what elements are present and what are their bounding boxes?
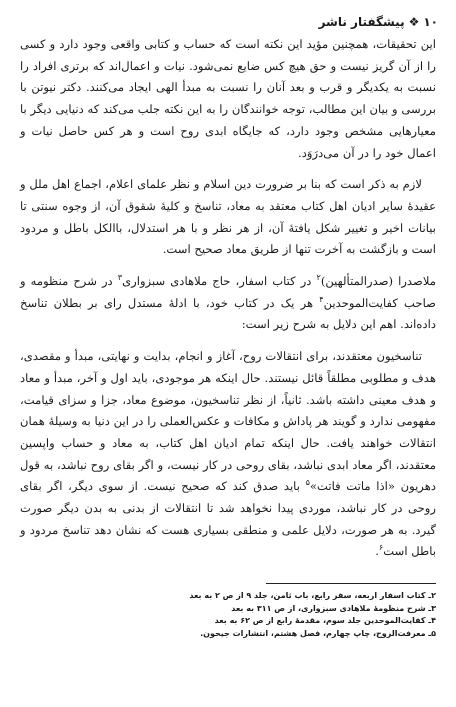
footnote-2: ۲ـ کتاب اسفار اربعه، سفر رابع، باب ثامن، جلد ۹ از ص ۲ به بعد: [189, 591, 436, 600]
paragraph-3: [20, 271, 436, 336]
footnote-divider: [266, 583, 436, 584]
footnote-3: ۳ـ شرح منظومهٔ ملاهادی سبزواری، از ص ۳۱۱ به بعد: [231, 603, 436, 613]
paragraph-2: لازم به ذکر است که بنا بر ضرورت دین اسلام و نظر علمای اعلام، اجماع اهل ملل و عقیدهٔ سایر ادیان اهل کتاب معتقد به معاد، تناسخ و کلیهٔ شقوق آن، از وجوه سنتی تا بیانات اخیر و تغییر شکل یافتهٔ آن، از هر نظر و با هر استدلال، باالکل باطل و مردود است و بازگشت به آخرت تنها از طریق معاد صحیح است.: [20, 177, 436, 257]
paragraph-3-part-d: هر یک در کتاب خود، با ادلهٔ مستدل رای بر بطلان تناسخ داده‌اند. اهم این دلایل به شرح زیر است:: [20, 295, 436, 332]
page-number: ۱۰: [423, 15, 438, 29]
footnote-ref-5: ۵: [305, 478, 310, 488]
paragraph-4-part-b: باید صدق کند که صحیح نیست. از سوی دیگر، اگر بقای روحی در کار نباشد، موردی پیدا نخواهد شد تا انتقالات از بدنی به بدن دیگر صورت گیرد. به هر صورت، دلایل علمی و منطقی بسیاری هست که نشان دهد تناسخ مردود و باطل است: [20, 479, 436, 559]
paragraph-1: این تحقیقات، همچنین مؤید این نکته است که حساب و کتابی واقعی وجود دارد و کسی را از آن گریز نیست و حق هیچ کس ضایع نمی‌شود. نیات و اعمال‌اند که برتری افراد را نسبت به یکدیگر و قرب و بعد آنان را نسبت به مبدأ الهی ایجاد می‌کنند. دکتر نیوتن با بررسی و بیان این مطالب، توجه خوانندگان را به این نکته جلب می‌کند که دنیایی دیگر با معیارهایی مشخص وجود دارد، که جایگاه ابدی روح است و هر کس حاصل نیات و اعمال خود را در آن می‌درَوَد.: [20, 37, 436, 160]
footnote-ref-2: ۲: [316, 273, 321, 283]
footnote-5: ۵ـ معرفت‌الروح، چاپ چهارم، فصل هشتم، انتشارات جیحون.: [200, 628, 436, 638]
paragraph-4-part-a: تناسخیون معتقدند، برای انتقالات روح، آغاز و انجام، بدایت و نهایتی، مبدأ و مقصدی، هدف و مطلوبی مطلقاً قائل نیستند. حال اینکه هر موجودی، باید اول و آخر، مبدأ و معاد و هدف معینی داشته باشد. ثانیاً، از نظر تناسخیون، موضوع معاد، جزا و سزای قیامت، مفهومی ندارد و گویند هر پاداش و مکافات و عکس‌العملی را در این دنیا به وسیلهٔ همان انتقالات خواهند یافت. حال اینکه تمام ادیان اهل کتاب، به معاد و حساب واپسین معتقدند، اگر معاد ابدی نباشد، بقای روحی در کار نیست، و اگر بقای روح نباشد، به قول دهریون «اذا ماتت فاتت»: [20, 349, 436, 494]
paragraph-3-part-a: ملاصدرا (صدرالمتألهین): [320, 274, 436, 289]
paragraph-3-part-c: در شرح منظومه و صاحب کفایت‌الموحدین: [20, 274, 436, 310]
footnote-ref-6: ۶: [378, 543, 384, 553]
page-header: [18, 10, 438, 34]
footnote-ref-3: ۳: [117, 273, 123, 283]
running-title: پیشگفتار ناشر: [318, 15, 405, 29]
paragraph-4-part-c: .: [375, 544, 379, 559]
footnote-4: ۴ـ کفایت‌الموحدین جلد سوم، مقدمهٔ رابع از ص ۶۲ به بعد: [214, 616, 436, 625]
footnote-ref-4: ۴: [319, 294, 324, 304]
ornament-icon: ❖: [408, 15, 420, 29]
footnotes: [20, 590, 436, 640]
paragraph-4: [20, 346, 436, 563]
page-body: [20, 34, 436, 573]
paragraph-3-part-b: در کتاب اسفار، حاج ملاهادی سبزواری: [122, 274, 317, 289]
